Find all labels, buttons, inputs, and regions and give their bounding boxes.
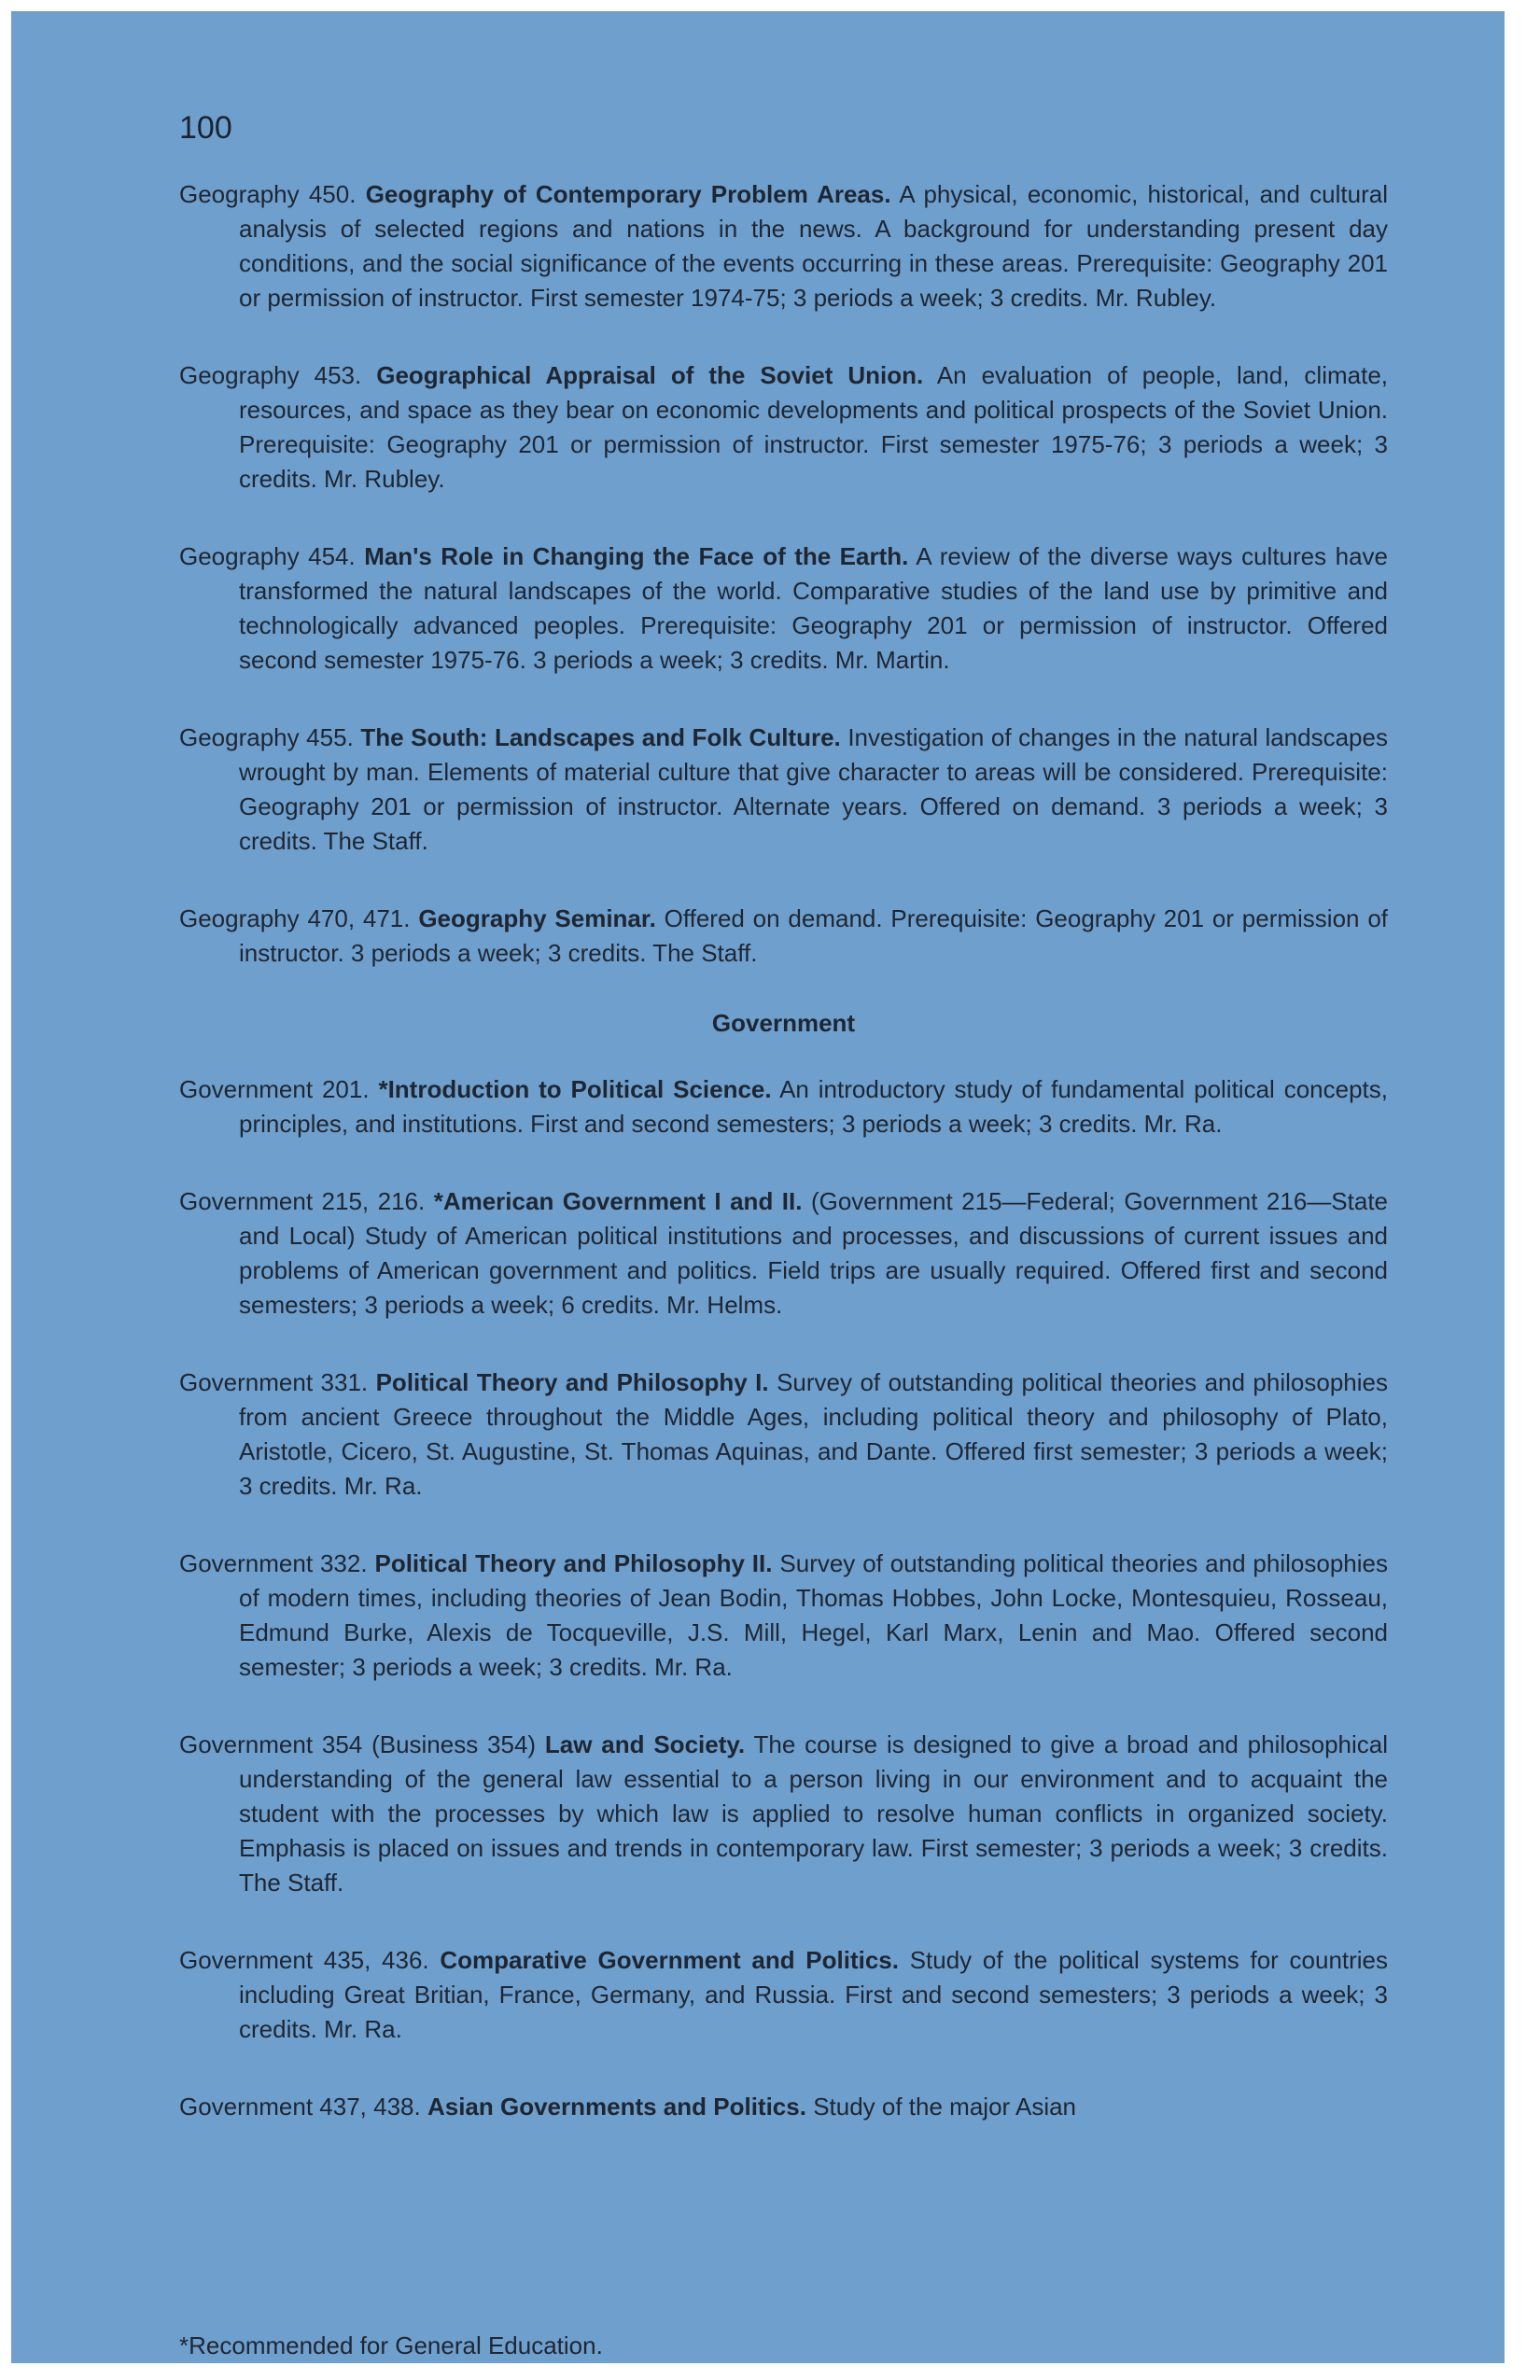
course-title: Geographical Appraisal of the Soviet Union. xyxy=(376,361,924,389)
catalog-page xyxy=(11,11,1505,2363)
course-number: Government 435, 436. xyxy=(179,1946,429,1974)
course-entry-geography-454 xyxy=(179,539,1388,678)
course-title: Geography Seminar. xyxy=(418,904,656,932)
course-number: Government 437, 438. xyxy=(179,2093,421,2121)
course-description: Survey of outstanding political theories and philosophies of modern times, including theories of Jean Bodin, Thomas Hobbes, John Locke, Montesquieu, Rosseau, Edmund Burke, Alexis de Tocqueville, J.S. Mill, Hegel, Karl Marx, Lenin and Mao. Offered second semester; 3 periods a week; 3 credits. Mr. Ra. xyxy=(239,1549,1388,1681)
section-heading-government: Government xyxy=(711,1009,856,1037)
footnote: *Recommended for General Education. xyxy=(179,2331,603,2359)
course-number: Geography 455. xyxy=(179,723,354,751)
course-entry-geography-455 xyxy=(179,721,1388,859)
course-description: Study of the political systems for countries including Great Britian, France, Germany, and Russia. First and second semesters; 3 periods a week; 3 credits. Mr. Ra. xyxy=(239,1946,1389,2043)
course-number: Government 201. xyxy=(179,1075,370,1103)
course-title: Asian Governments and Politics. xyxy=(427,2093,806,2121)
course-number: Government 331. xyxy=(179,1368,369,1396)
course-description: A review of the diverse ways cultures have transformed the natural landscapes of the world. Comparative studies of the land use by primitive and technologically advanced peoples. Prerequisite: Geography 201 or permission of instructor. Offered second semester 1975-76. 3 periods a week; 3 credits. Mr. Martin. xyxy=(239,542,1388,674)
course-title: Geography of Contemporary Problem Areas. xyxy=(365,180,891,208)
course-number: Government 332. xyxy=(179,1549,368,1577)
course-entry-government-332 xyxy=(179,1547,1388,1685)
course-description: The course is designed to give a broad and philosophical understanding of the general law essential to a person living in our environment and to acquaint the student with the processes by which law is applied to resolve human conflicts in organized society. Emphasis is placed on issues and trends in contemporary law. First semester; 3 periods a week; 3 credits. The Staff. xyxy=(239,1730,1389,1897)
course-entry-geography-450 xyxy=(179,177,1388,315)
course-entry-geography-453 xyxy=(179,358,1388,497)
course-title: Comparative Government and Politics. xyxy=(440,1946,899,1974)
course-description: Offered on demand. Prerequisite: Geography 201 or permission of instructor. 3 periods a week; 3 credits. The Staff. xyxy=(239,904,1389,967)
course-description: (Government 215—Federal; Government 216—State and Local) Study of American political institutions and processes, and discussions of current issues and problems of American government and politics. Field trips are usually required. Offered first and second semesters; 3 periods a week; 6 credits. Mr. Helms. xyxy=(239,1187,1388,1319)
course-entry-government-437-438 xyxy=(179,2090,1388,2124)
course-entry-geography-470-471 xyxy=(179,902,1388,971)
course-description: An introductory study of fundamental political concepts, principles, and institutions. First and second semesters; 3 periods a week; 3 credits. Mr. Ra. xyxy=(239,1075,1388,1138)
course-title: *Introduction to Political Science. xyxy=(378,1075,772,1103)
course-description: A physical, economic, historical, and cultural analysis of selected regions and nations in the news. A background for understanding present day conditions, and the social significance of the events occurring in these areas. Prerequisite: Geography 201 or permission of instructor. First semester 1974-75; 3 periods a week; 3 credits. Mr. Rubley. xyxy=(239,180,1388,312)
course-number: Government 215, 216. xyxy=(179,1187,426,1215)
course-number: Geography 453. xyxy=(179,361,362,389)
course-listing xyxy=(179,177,1388,2124)
course-entry-government-354 xyxy=(179,1728,1388,1900)
course-title: Law and Society. xyxy=(544,1730,746,1758)
course-title: *American Government I and II. xyxy=(433,1187,803,1215)
course-entry-government-435-436 xyxy=(179,1943,1388,2047)
page-number: 100 xyxy=(179,110,232,146)
course-description: Investigation of changes in the natural landscapes wrought by man. Elements of material culture that give character to areas will be considered. Prerequisite: Geography 201 or permission of instructor. Alternate years. Offered on demand. 3 periods a week; 3 credits. The Staff. xyxy=(239,723,1388,855)
course-number: Geography 454. xyxy=(179,542,356,570)
course-title: Man's Role in Changing the Face of the Earth. xyxy=(364,542,909,570)
course-description: Survey of outstanding political theories and philosophies from ancient Greece throughout the Middle Ages, including political theory and philosophy of Plato, Aristotle, Cicero, St. Augustine, St. Thomas Aquinas, and Dante. Offered first semester; 3 periods a week; 3 credits. Mr. Ra. xyxy=(239,1368,1388,1500)
course-description: An evaluation of people, land, climate, resources, and space as they bear on economic developments and political prospects of the Soviet Union. Prerequisite: Geography 201 or permission of instructor. First semester 1975-76; 3 periods a week; 3 credits. Mr. Rubley. xyxy=(239,361,1389,493)
course-title: The South: Landscapes and Folk Culture. xyxy=(360,723,841,751)
course-entry-government-201 xyxy=(179,1072,1388,1141)
course-entry-government-331 xyxy=(179,1365,1388,1504)
course-number: Government 354 (Business 354) xyxy=(179,1730,537,1758)
course-number: Geography 450. xyxy=(179,180,357,208)
course-number: Geography 470, 471. xyxy=(179,904,411,932)
course-entry-government-215-216 xyxy=(179,1184,1388,1323)
course-title: Political Theory and Philosophy II. xyxy=(374,1549,773,1577)
course-title: Political Theory and Philosophy I. xyxy=(375,1368,769,1396)
course-description: Study of the major Asian xyxy=(813,2093,1077,2121)
